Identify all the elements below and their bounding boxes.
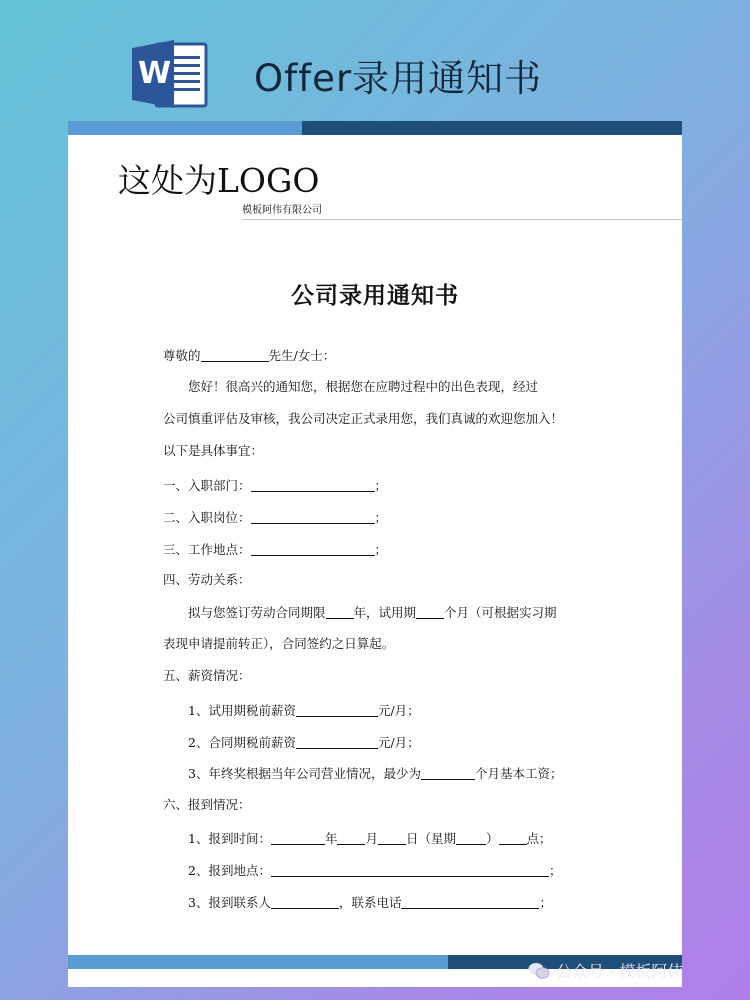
salary-contract: 2、合同期税前薪资 元/月； xyxy=(188,735,420,750)
document-page xyxy=(68,121,682,987)
location-field: 三、工作地点： ； xyxy=(163,542,388,557)
watermark xyxy=(528,959,683,982)
top-color-band xyxy=(68,121,682,135)
salary-heading: 五、薪资情况： xyxy=(163,668,251,683)
intro-line-2: 公司慎重评估及审核，我公司决定正式录用您，我们真诚的欢迎您加入！ xyxy=(163,411,564,426)
logo-placeholder: 这处为LOGO xyxy=(118,161,320,200)
report-contact: 3、报到联系人 ，联系电话 ； xyxy=(188,895,552,910)
header-title: Offer录用通知书 xyxy=(254,57,543,100)
salary-bonus: 3、年终奖根据当年公司营业情况，最少为 个月基本工资； xyxy=(188,766,563,781)
wechat-icon xyxy=(528,962,550,980)
company-name: 模板阿伟有限公司 xyxy=(242,205,322,216)
department-field: 一、入职部门： ； xyxy=(163,478,388,493)
watermark-text: 公众号 · 模板阿伟 xyxy=(556,962,684,981)
report-time: 1、报到时间： 年 月 日（星期 ） 点； xyxy=(188,831,552,846)
word-icon-letter: W xyxy=(138,56,172,91)
company-header-line xyxy=(242,201,682,220)
labor-paragraph-2: 表现申请提前转正），合同签约之日算起。 xyxy=(163,636,395,651)
labor-heading: 四、劳动关系： xyxy=(163,572,251,587)
salary-trial: 1、试用期税前薪资 元/月； xyxy=(188,703,420,718)
salutation: 尊敬的 先生/女士： xyxy=(163,348,336,363)
intro-line-3: 以下是具体事宜： xyxy=(163,443,264,458)
report-place: 2、报到地点： ； xyxy=(188,863,562,878)
report-heading: 六、报到情况： xyxy=(163,797,251,812)
word-app-icon xyxy=(130,38,210,110)
intro-line-1: 您好！很高兴的通知您，根据您在应聘过程中的出色表现，经过 xyxy=(188,379,539,394)
labor-paragraph-1: 拟与您签订劳动合同期限 年，试用期 个月（可根据实习期 xyxy=(188,605,557,620)
position-field: 二、入职岗位： ； xyxy=(163,510,388,525)
document-title: 公司录用通知书 xyxy=(291,282,459,309)
